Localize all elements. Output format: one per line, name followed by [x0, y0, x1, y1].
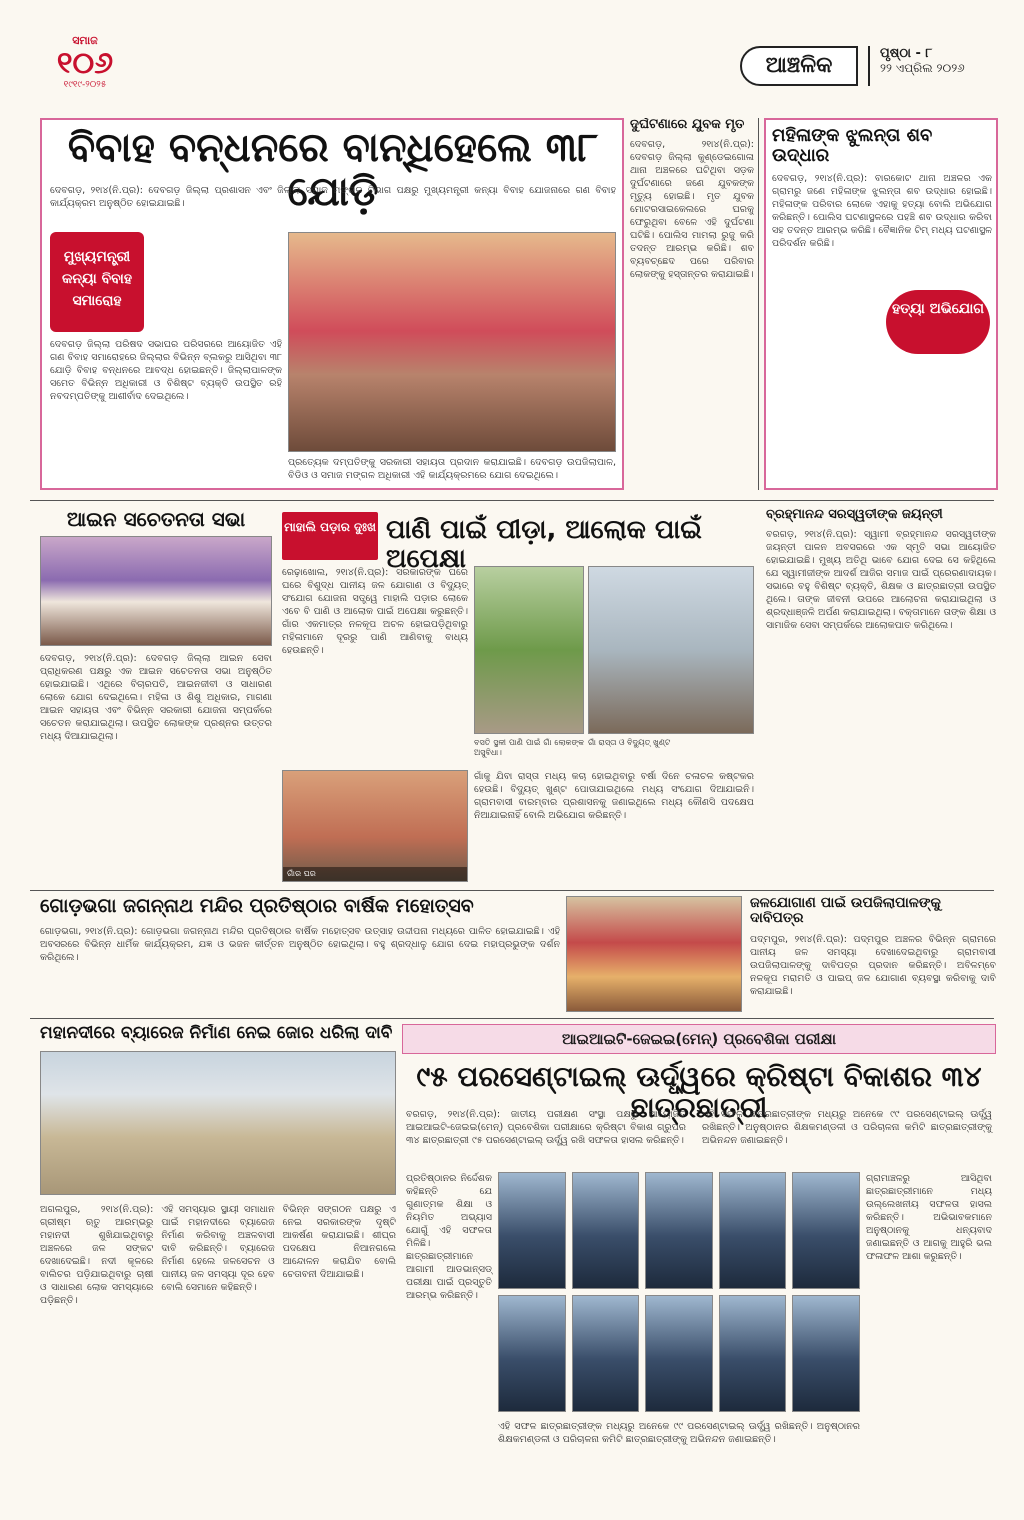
student-photos: [498, 1172, 860, 1412]
logo-name: ସମାଜ: [72, 34, 98, 47]
page-number: ପୃଷ୍ଠା - ୮: [880, 46, 933, 61]
woman-body: ଦେବଗଡ଼, ୨୧ା୪(ନି.ପ୍ର): ବାରକୋଟ ଥାନା ଅଞ୍ଚଳର ଏକ ଗ୍ରାମରୁ ଜଣେ ମହିଳାଙ୍କ ଝୁଲନ୍ତା ଶବ ଉଦ୍ଧାର ହୋଇଛି। ମହିଳାଙ୍କ ପରିବାର ଲୋକେ ଏହାକୁ ହତ୍ୟା ବୋଲି ଅଭିଯୋଗ କରିଛନ୍ତି। ପୋଲିସ ଘଟଣାସ୍ଥଳରେ ପହଞ୍ଚି ଶବ ଉଦ୍ଧାର କରିବା ସହ ତଦନ୍ତ ଆରମ୍ଭ କରିଛି। ବୈଜ୍ଞାନିକ ଟିମ୍ ମଧ୍ୟ ଘଟଣାସ୍ଥଳ ପରିଦର୍ଶନ କରିଛି।: [772, 173, 992, 249]
logo-number: ୧୦୬: [56, 46, 114, 81]
law-headline: ଆଇନ ସଚେତନତା ସଭା: [66, 508, 246, 531]
student-photo: [572, 1172, 640, 1289]
student-photo: [645, 1295, 713, 1412]
jee-body-1: ବରଗଡ଼, ୨୧ା୪(ନି.ପ୍ର): ଜାତୀୟ ପରୀକ୍ଷଣ ସଂସ୍ଥା ପକ୍ଷରୁ ଆୟୋଜିତ ଆଇଆଇଟି-ଜେଇଇ(ମେନ୍) ପ୍ରବେଶିକା ପରୀକ୍ଷାରେ କ୍ରିଷ୍ଟା ବିକାଶ ଗ୍ରୁପର ୩୪ ଛାତ୍ରଛାତ୍ରୀ ୯୫ ପରସେଣ୍ଟାଇଲ୍ ଊର୍ଦ୍ଧ୍ୱ ରଖି ସଫଳତା ହାସଲ କରିଛନ୍ତି।: [406, 1109, 686, 1146]
student-photo: [792, 1295, 860, 1412]
law-body: ଦେବଗଡ଼, ୨୧ା୪(ନି.ପ୍ର): ଦେବଗଡ଼ ଜିଲ୍ଲା ଆଇନ ସେବା ପ୍ରାଧିକରଣ ପକ୍ଷରୁ ଏକ ଆଇନ ସଚେତନତା ସଭା ଅନୁଷ୍ଠିତ ହୋଇଯାଇଛି। ଏଥିରେ ବିଚାରପତି, ଆଇନଜୀବୀ ଓ ସାଧାରଣ ଲୋକେ ଯୋଗ ଦେଇଥିଲେ। ମହିଳା ଓ ଶିଶୁ ଅଧିକାର, ମାଗଣା ଆଇନ ସହାୟତା ଏବଂ ବିଭିନ୍ନ ସରକାରୀ ଯୋଜନା ସମ୍ପର୍କରେ ସଚେତନ କରାଯାଇଥିଲା। ଉପସ୍ଥିତ ଲୋକଙ୍କ ପ୍ରଶ୍ନର ଉତ୍ତର ମଧ୍ୟ ଦିଆଯାଇଥିଲା।: [40, 653, 272, 742]
marriage-body-3: ପ୍ରତ୍ୟେକ ଦମ୍ପତିଙ୍କୁ ସରକାରୀ ସହାୟତା ପ୍ରଦାନ କରାଯାଇଛି। ଦେବଗଡ଼ ଉପଜିଲାପାଳ, ବିଡିଓ ଓ ସମାଜ ମଙ୍ଗଳ ଅଧିକାରୀ ଏହି କାର୍ଯ୍ୟକ୍ରମରେ ଯୋଗ ଦେଇଥିଲେ।: [288, 457, 616, 481]
marriage-badge: ମୁଖ୍ୟମନ୍ତ୍ରୀ କନ୍ୟା ବିବାହ ସମାରୋହ: [50, 232, 144, 332]
section-divider: [30, 1018, 994, 1019]
brahmananda-headline: ବ୍ରହ୍ମାନନ୍ଦ ସରସ୍ୱତୀଙ୍କ ଜୟନ୍ତୀ: [766, 508, 943, 522]
electric-pole-photo: [588, 566, 754, 734]
accident-headline: ଦୁର୍ଘଟଣାରେ ଯୁବକ ମୃତ: [630, 118, 745, 132]
masthead: [0, 0, 1024, 108]
barrage-body-1: ଅଗଲପୁର, ୨୧ା୪(ନି.ପ୍ର): ଗ୍ରୀଷ୍ମ ଋତୁ ଆରମ୍ଭରୁ ମହାନଦୀ ଶୁଖିଯାଇଥିବାରୁ ଅଞ୍ଚଳରେ ଜଳ ସଙ୍କଟ ଦେଖାଦେଇଛି। ନଦୀ କୂଳରେ ବାଲିଚର ପଡ଼ିଯାଇଥିବାରୁ ଚାଷୀ ଓ ସାଧାରଣ ଲୋକ ସମସ୍ୟାରେ ପଡ଼ିଛନ୍ତି।: [40, 1203, 154, 1306]
water-caption-1: ବସତି ସ୍ଥଳୀ ପାଣି ପାଇଁ ଗାଁ ଲୋକଙ୍କ ଅସୁବିଧା।: [474, 738, 584, 757]
water-caption-2: ଗାଁ ରାସ୍ତା ଓ ବିଦ୍ୟୁତ୍ ଖୁଣ୍ଟ: [588, 738, 671, 747]
temple-photo: [566, 896, 742, 1012]
marriage-body-1: ଦେବଗଡ଼, ୨୧ା୪(ନି.ପ୍ର): ଦେବଗଡ଼ ଜିଲ୍ଲା ପ୍ରଶାସନ ଏବଂ ଜିଲ୍ଲା ସମାଜ ମଙ୍ଗଳ ବିଭାଗ ପକ୍ଷରୁ ମୁଖ୍ୟମନ୍ତ୍ରୀ କନ୍ୟା ବିବାହ ଯୋଜନାରେ ଗଣ ବିବାହ କାର୍ଯ୍ୟକ୍ରମ ଅନୁଷ୍ଠିତ ହୋଇଯାଇଛି।: [50, 185, 616, 209]
temple-headline: ଗୋଡ଼ଭଗା ଜଗନ୍ନାଥ ମନ୍ଦିର ପ୍ରତିଷ୍ଠାର ବାର୍ଷିକ ମହୋତ୍ସବ: [40, 896, 474, 917]
student-photo: [498, 1172, 566, 1289]
section-divider: [30, 500, 994, 501]
page-date: ୨୨ ଏପ୍ରିଲ ୨୦୨୬: [880, 61, 965, 75]
water-body-2: ଗାଁକୁ ଯିବା ରାସ୍ତା ମଧ୍ୟ କଚା ହୋଇଥିବାରୁ ବର୍ଷା ଦିନେ ଚଳାଚଳ କଷ୍ଟକର ହେଉଛି। ବିଦ୍ୟୁତ୍ ଖୁଣ୍ଟ ପୋତାଯାଇଥିଲେ ମଧ୍ୟ ସଂଯୋଗ ଦିଆଯାଇନି। ଗ୍ରାମବାସୀ ବାରମ୍ବାର ପ୍ରଶାସନକୁ ଜଣାଇଥିଲେ ମଧ୍ୟ କୌଣସି ପଦକ୍ଷେପ ନିଆଯାଇନାହିଁ ବୋଲି ଅଭିଯୋଗ କରିଛନ୍ତି।: [474, 771, 754, 821]
water-story: [278, 508, 756, 884]
collector-headline: ଜଳଯୋଗାଣ ପାଇଁ ଉପଜିଲାପାଳଙ୍କୁ ଦାବିପତ୍ର: [750, 896, 941, 927]
house-caption: ଗାଁର ଘର: [283, 867, 467, 881]
water-headline: ପାଣି ପାଇଁ ପୀଡ଼ା, ଆଲୋକ ପାଇଁ ଅପେକ୍ଷା: [386, 515, 702, 574]
collector-body: ପଦ୍ମପୁର, ୨୧ା୪(ନି.ପ୍ର): ପଦ୍ମପୁର ଅଞ୍ଚଳର ବିଭିନ୍ନ ଗ୍ରାମରେ ପାନୀୟ ଜଳ ସମସ୍ୟା ଦେଖାଦେଇଥିବାରୁ ଗ୍ରାମବାସୀ ଉପଜିଲାପାଳଙ୍କୁ ଦାବିପତ୍ର ପ୍ରଦାନ କରିଛନ୍ତି। ଅବିଳମ୍ବେ ନଳକୂପ ମରାମତି ଓ ପାଇପ୍ ଜଳ ଯୋଗାଣ ବ୍ୟବସ୍ଥା କରିବାକୁ ଦାବି କରାଯାଇଛି।: [750, 933, 996, 997]
page-info: [868, 46, 998, 86]
law-story: [40, 508, 272, 884]
barrage-body-3: ବିଭିନ୍ନ ସଙ୍ଗଠନ ପକ୍ଷରୁ ଏ ନେଇ ସରକାରଙ୍କ ଦୃଷ୍ଟି ଆକର୍ଷଣ କରାଯାଇଛି। ଶୀଘ୍ର ପଦକ୍ଷେପ ନିଆନଗଲେ ଆନ୍ଦୋଳନ କରାଯିବ ବୋଲି ଚେତାବନୀ ଦିଆଯାଇଛି।: [282, 1203, 396, 1280]
accident-body: ଦେବଗଡ଼, ୨୧ା୪(ନି.ପ୍ର): ଦେବଗଡ଼ ଜିଲ୍ଲା କୁଣ୍ଡେଇଗୋଳା ଥାନା ଅଞ୍ଚଳରେ ଘଟିଥିବା ସଡ଼କ ଦୁର୍ଘଟଣାରେ ଜଣେ ଯୁବକଙ୍କ ମୃତ୍ୟୁ ହୋଇଛି। ମୃତ ଯୁବକ ମୋଟରସାଇକେଲରେ ଘରକୁ ଫେରୁଥିବା ବେଳେ ଏହି ଦୁର୍ଘଟଣା ଘଟିଛି। ପୋଲିସ ମାମଲା ରୁଜୁ କରି ତଦନ୍ତ ଆରମ୍ଭ କରିଛି। ଶବ ବ୍ୟବଚ୍ଛେଦ ପରେ ପରିବାର ଲୋକଙ୍କୁ ହସ୍ତାନ୍ତର କରାଯାଇଛି।: [630, 139, 754, 281]
law-meeting-photo: [40, 536, 272, 646]
barrage-columns: [40, 1203, 396, 1307]
student-photo: [719, 1172, 787, 1289]
section-title: ଆଞ୍ଚଳିକ: [740, 46, 858, 86]
column-divider: [758, 118, 759, 490]
marriage-headline: ବିବାହ ବନ୍ଧନରେ ବାନ୍ଧିହେଲେ ୩୮ ଯୋଡ଼ି: [67, 125, 599, 215]
jee-banner: ଆଇଆଇଟି-ଜେଇଇ(ମେନ୍) ପ୍ରବେଶିକା ପରୀକ୍ଷା: [402, 1024, 996, 1054]
murder-allegation-badge: ହତ୍ୟା ଅଭିଯୋଗ: [886, 290, 990, 354]
jee-headline: ୯୫ ପରସେଣ୍ଟାଇଲ୍ ଊର୍ଦ୍ଧ୍ୱରେ କ୍ରିଷ୍ଟା ବିକାଶର ୩୪ ଛାତ୍ରଛାତ୍ରୀ: [416, 1060, 982, 1124]
temple-body: ଗୋଡ଼ଭଗା, ୨୧ା୪(ନି.ପ୍ର): ଗୋଡ଼ଭଗା ଜଗନ୍ନାଥ ମନ୍ଦିର ପ୍ରତିଷ୍ଠାର ବାର୍ଷିକ ମହୋତ୍ସବ ଉତ୍ସାହ ଉଦ୍ଦୀପନା ମଧ୍ୟରେ ପାଳିତ ହୋଇଯାଇଛି। ଏହି ଅବସରରେ ବିଭିନ୍ନ ଧାର୍ମିକ କାର୍ଯ୍ୟକ୍ରମ, ଯଜ୍ଞ ଓ ଭଜନ କୀର୍ତ୍ତନ ଅନୁଷ୍ଠିତ ହୋଇଥିଲା। ବହୁ ଶ୍ରଦ୍ଧାଳୁ ଯୋଗ ଦେଇ ମହାପ୍ରଭୁଙ୍କ ଦର୍ଶନ କରିଥିଲେ।: [40, 925, 560, 963]
student-photo: [792, 1172, 860, 1289]
logo-years: ୧୯୧୯-୨୦୨୫: [63, 80, 107, 90]
jee-body-2-continued: ଏହି ସଫଳ ଛାତ୍ରଛାତ୍ରୀଙ୍କ ମଧ୍ୟରୁ ଅନେକେ ୯୯ ପରସେଣ୍ଟାଇଲ୍ ଊର୍ଦ୍ଧ୍ୱ ରଖିଛନ୍ତି। ଅନୁଷ୍ଠାନର ଶିକ୍ଷକମଣ୍ଡଳୀ ଓ ପରିଚାଳନା କମିଟି ଛାତ୍ରଛାତ୍ରୀଙ୍କୁ ଅଭିନନ୍ଦନ ଜଣାଇଛନ୍ତି।: [498, 1421, 860, 1445]
jee-story: [402, 1024, 996, 1510]
barrage-body-2: ଏହି ସମସ୍ୟାର ସ୍ଥାୟୀ ସମାଧାନ ପାଇଁ ମହାନଦୀରେ ବ୍ୟାରେଜ ନିର୍ମାଣ କରିବାକୁ ଅଞ୍ଚଳବାସୀ ଦାବି କରିଛନ୍ତି। ବ୍ୟାରେଜ ନିର୍ମାଣ ହେଲେ ଜଳସେଚନ ଓ ପାନୀୟ ଜଳ ସମସ୍ୟା ଦୂର ହେବ ବୋଲି ସେମାନେ କହିଛନ୍ତି।: [161, 1203, 275, 1293]
brahmananda-body: ବରଗଡ଼, ୨୧ା୪(ନି.ପ୍ର): ସ୍ୱାମୀ ବ୍ରହ୍ମାନନ୍ଦ ସରସ୍ୱତୀଙ୍କ ଜୟନ୍ତୀ ପାଳନ ଅବସରରେ ଏକ ସ୍ମୃତି ସଭା ଆୟୋଜିତ ହୋଇଯାଇଛି। ମୁଖ୍ୟ ଅତିଥି ଭାବେ ଯୋଗ ଦେଇ ସେ କହିଥିଲେ ଯେ ସ୍ୱାମୀଜୀଙ୍କ ଆଦର୍ଶ ଆଜିର ସମାଜ ପାଇଁ ପ୍ରେରଣାଦାୟକ। ସଭାରେ ବହୁ ବିଶିଷ୍ଟ ବ୍ୟକ୍ତି, ଶିକ୍ଷକ ଓ ଛାତ୍ରଛାତ୍ରୀ ଉପସ୍ଥିତ ଥିଲେ। ତାଙ୍କ ଜୀବନୀ ଉପରେ ଆଲୋଚନା କରାଯାଇଥିଲା ଓ ଶ୍ରଦ୍ଧାଞ୍ଜଳି ଅର୍ପଣ କରାଯାଇଥିଲା। ବକ୍ତାମାନେ ତାଙ୍କ ଶିକ୍ଷା ଓ ସାମାଜିକ ସେବା ସମ୍ପର୍କରେ ଆଲୋକପାତ କରିଥିଲେ।: [766, 529, 996, 632]
barrage-story: [40, 1024, 396, 1510]
student-photo: [719, 1295, 787, 1412]
woman-headline: ମହିଳାଙ୍କ ଝୁଲନ୍ତା ଶବ ଉଦ୍ଧାର: [772, 125, 933, 166]
field-photo: [474, 566, 584, 734]
house-photo: [282, 770, 468, 882]
temple-story: [40, 896, 560, 1014]
collector-story: [750, 896, 996, 1014]
marriage-story: [40, 118, 624, 490]
jee-body-3: ପ୍ରତିଷ୍ଠାନର ନିର୍ଦ୍ଦେଶକ କହିଛନ୍ତି ଯେ ଗୁଣାତ୍ମକ ଶିକ୍ଷା ଓ ନିୟମିତ ଅଭ୍ୟାସ ଯୋଗୁଁ ଏହି ସଫଳତା ମିଳିଛି। ଛାତ୍ରଛାତ୍ରୀମାନେ ଆଗାମୀ ଆଡଭାନ୍ସଡ୍ ପରୀକ୍ଷା ପାଇଁ ପ୍ରସ୍ତୁତି ଆରମ୍ଭ କରିଛନ୍ତି।: [406, 1173, 492, 1301]
water-story-tag: ମାହାଲି ପଡ଼ାର ଦୁଃଖ: [282, 512, 378, 560]
woman-story: [764, 118, 998, 490]
student-photo: [572, 1295, 640, 1412]
student-photo: [498, 1295, 566, 1412]
student-photo: [645, 1172, 713, 1289]
jee-body-4: ଗ୍ରାମାଞ୍ଚଳରୁ ଆସିଥିବା ଛାତ୍ରଛାତ୍ରୀମାନେ ମଧ୍ୟ ଉଲ୍ଲେଖନୀୟ ସଫଳତା ହାସଲ କରିଛନ୍ତି। ଅଭିଭାବକମାନେ ଅନୁଷ୍ଠାନକୁ ଧନ୍ୟବାଦ ଜଣାଇଛନ୍ତି ଓ ଆଗକୁ ଆହୁରି ଭଲ ଫଳାଫଳ ଆଶା କରୁଛନ୍ତି।: [866, 1173, 992, 1262]
brahmananda-story: [766, 508, 996, 884]
water-body-1: ରେଢ଼ାଖୋଲ, ୨୧ା୪(ନି.ପ୍ର): ସରକାରଙ୍କ ଘରେ ଘରେ ବିଶୁଦ୍ଧ ପାନୀୟ ଜଳ ଯୋଗାଣ ଓ ବିଦ୍ୟୁତ୍ ସଂଯୋଗ ଯୋଜନା ସତ୍ତ୍ୱେ ମାହାଲି ପଡ଼ାର ଲୋକେ ଏବେ ବି ପାଣି ଓ ଆଲୋକ ପାଇଁ ଅପେକ୍ଷା କରୁଛନ୍ତି। ଗାଁର ଏକମାତ୍ର ନଳକୂପ ଅଚଳ ହୋଇପଡ଼ିଥିବାରୁ ମହିଳାମାନେ ଦୂରରୁ ପାଣି ଆଣିବାକୁ ବାଧ୍ୟ ହେଉଛନ୍ତି।: [282, 567, 468, 656]
jee-body-2: ଏହି ସଫଳ ଛାତ୍ରଛାତ୍ରୀଙ୍କ ମଧ୍ୟରୁ ଅନେକେ ୯୯ ପରସେଣ୍ଟାଇଲ୍ ଊର୍ଦ୍ଧ୍ୱ ରଖିଛନ୍ତି। ଅନୁଷ୍ଠାନର ଶିକ୍ଷକମଣ୍ଡଳୀ ଓ ପରିଚାଳନା କମିଟି ଛାତ୍ରଛାତ୍ରୀଙ୍କୁ ଅଭିନନ୍ଦନ ଜଣାଇଛନ୍ତି।: [702, 1109, 992, 1146]
river-photo: [40, 1051, 396, 1195]
barrage-headline: ମହାନଦୀରେ ବ୍ୟାରେଜ ନିର୍ମାଣ ନେଇ ଜୋର ଧରିଲା ଦାବି: [40, 1024, 393, 1043]
samaj-logo: [30, 34, 140, 108]
accident-story: [630, 118, 754, 490]
marriage-body-2: ଦେବଗଡ଼ ଜିଲ୍ଲା ପରିଷଦ ସଭାଘର ପରିସରରେ ଆୟୋଜିତ ଏହି ଗଣ ବିବାହ ସମାରୋହରେ ଜିଲ୍ଲାର ବିଭିନ୍ନ ବ୍ଲକରୁ ଆସିଥିବା ୩୮ ଯୋଡ଼ି ବିବାହ ବନ୍ଧନରେ ଆବଦ୍ଧ ହୋଇଛନ୍ତି। ଜିଲ୍ଲାପାଳଙ୍କ ସମେତ ବିଭିନ୍ନ ଅଧିକାରୀ ଓ ବିଶିଷ୍ଟ ବ୍ୟକ୍ତି ଉପସ୍ଥିତ ରହି ନବଦମ୍ପତିଙ୍କୁ ଆଶୀର୍ବାଦ ଦେଇଥିଲେ।: [50, 339, 282, 402]
section-divider: [30, 890, 994, 891]
wedding-photo: [288, 232, 616, 452]
